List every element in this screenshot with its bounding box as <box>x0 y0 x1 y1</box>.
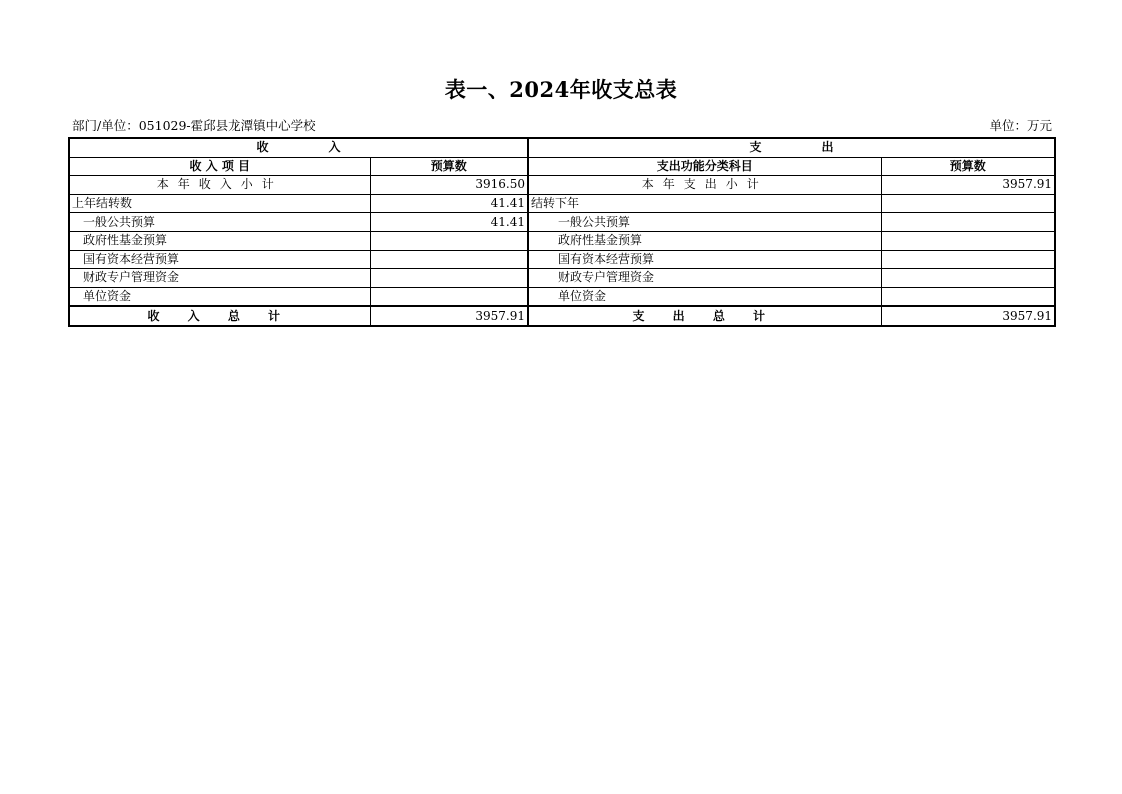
income-row-value <box>370 287 528 306</box>
budget-summary-table <box>68 137 1056 327</box>
expense-row-label: 政府性基金预算 <box>528 231 881 250</box>
expense-item-header: 支出功能分类科目 <box>528 157 881 176</box>
income-row-label: 上年结转数 <box>69 194 370 213</box>
income-row-value <box>370 231 528 250</box>
unit-label: 单位：万元 <box>989 118 1052 133</box>
income-row-label: 一般公共预算 <box>69 213 370 232</box>
income-row-label: 政府性基金预算 <box>69 231 370 250</box>
column-header-row <box>69 157 1055 176</box>
table-row <box>69 287 1055 306</box>
income-row-value <box>370 269 528 288</box>
expense-row-label: 国有资本经营预算 <box>528 250 881 269</box>
income-section-header: 收 入 <box>69 138 528 157</box>
expense-row-label: 单位资金 <box>528 287 881 306</box>
expense-row-value <box>881 194 1055 213</box>
expense-row-label: 结转下年 <box>528 194 881 213</box>
income-subtotal-label: 本年收入小计 <box>69 176 370 195</box>
income-row-value <box>370 250 528 269</box>
section-header-row <box>69 138 1055 157</box>
income-total-label: 收 入 总 计 <box>69 306 370 326</box>
expense-row-value <box>881 231 1055 250</box>
income-row-label: 财政专户管理资金 <box>69 269 370 288</box>
income-row-label: 国有资本经营预算 <box>69 250 370 269</box>
table-row <box>69 250 1055 269</box>
table-row <box>69 194 1055 213</box>
subtotal-row <box>69 176 1055 195</box>
table-row <box>69 213 1055 232</box>
expense-row-value <box>881 269 1055 288</box>
income-budget-header: 预算数 <box>370 157 528 176</box>
income-row-label: 单位资金 <box>69 287 370 306</box>
department-label: 部门/单位：051029-霍邱县龙潭镇中心学校 <box>72 118 316 133</box>
expense-total-value: 3957.91 <box>881 306 1055 326</box>
table-row <box>69 269 1055 288</box>
expense-subtotal-value: 3957.91 <box>881 176 1055 195</box>
expense-row-value <box>881 287 1055 306</box>
expense-row-label: 一般公共预算 <box>528 213 881 232</box>
expense-total-label: 支 出 总 计 <box>528 306 881 326</box>
income-row-value: 41.41 <box>370 194 528 213</box>
income-subtotal-value: 3916.50 <box>370 176 528 195</box>
income-row-value: 41.41 <box>370 213 528 232</box>
expense-section-header: 支 出 <box>528 138 1055 157</box>
expense-budget-header: 预算数 <box>881 157 1055 176</box>
table-row <box>69 231 1055 250</box>
expense-row-label: 财政专户管理资金 <box>528 269 881 288</box>
page-title: 表一、2024年收支总表 <box>444 77 678 102</box>
expense-row-value <box>881 250 1055 269</box>
expense-row-value <box>881 213 1055 232</box>
income-total-value: 3957.91 <box>370 306 528 326</box>
income-item-header: 收 入 项 目 <box>69 157 370 176</box>
expense-subtotal-label: 本年支出小计 <box>528 176 881 195</box>
total-row <box>69 306 1055 326</box>
